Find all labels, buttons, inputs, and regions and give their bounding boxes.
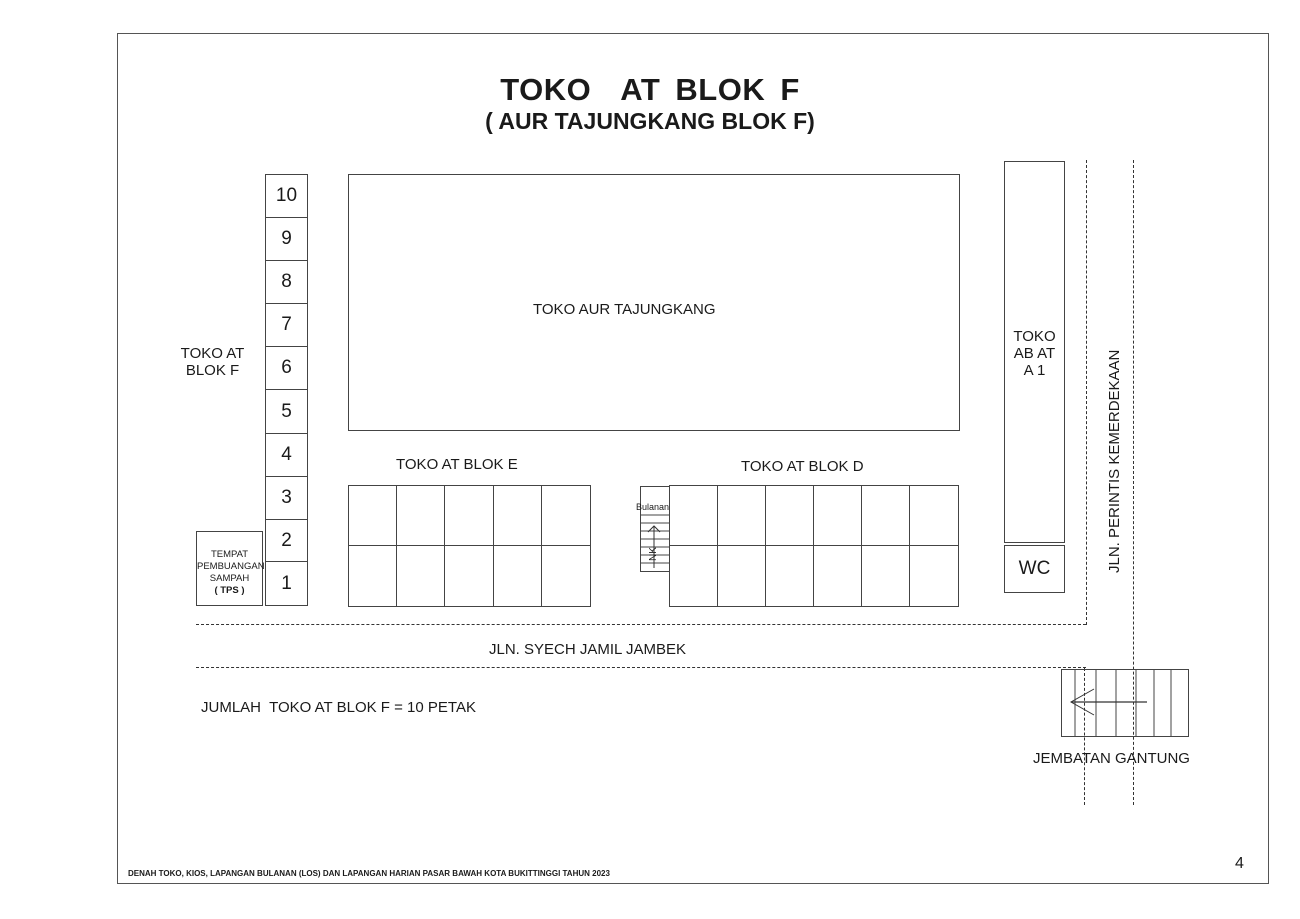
summary-text: JUMLAH TOKO AT BLOK F = 10 PETAK xyxy=(201,699,476,716)
shop-cell-1: 1 xyxy=(265,562,308,606)
shop-cell-8: 8 xyxy=(265,261,308,304)
wc-box xyxy=(1004,545,1065,593)
shop-cell-10: 10 xyxy=(265,174,308,218)
shop-cell-9: 9 xyxy=(265,218,308,261)
bridge-label: JEMBATAN GANTUNG xyxy=(1033,750,1190,767)
bridge-icon xyxy=(1061,669,1189,738)
map-title: TOKO AT BLOK F xyxy=(500,72,800,107)
aur-tajungkang-label: TOKO AUR TAJUNGKANG xyxy=(533,301,716,318)
toko-ab-line1: TOKO xyxy=(1013,328,1056,345)
bulanan-label: Bulanan xyxy=(636,502,670,512)
shop-cell-6: 6 xyxy=(265,347,308,390)
blok-e-label: TOKO AT BLOK E xyxy=(396,456,518,473)
shop-cell-5: 5 xyxy=(265,390,308,434)
toko-ab-line3: A 1 xyxy=(1023,362,1046,379)
page-number: 4 xyxy=(1235,855,1244,872)
tps-box xyxy=(196,531,263,606)
wc-label: WC xyxy=(1018,558,1051,579)
toko-ab-label xyxy=(1004,328,1065,379)
blok-e-grid xyxy=(348,485,591,607)
street-syech-south-edge xyxy=(196,667,1086,668)
tps-line1: TEMPAT xyxy=(210,549,249,560)
tps-line2: PEMBUANGAN xyxy=(197,561,265,572)
street-syech-north-edge xyxy=(196,624,1086,625)
blok-d-label: TOKO AT BLOK D xyxy=(741,458,864,475)
shop-cell-3: 3 xyxy=(265,477,308,520)
tps-line3: SAMPAH xyxy=(209,573,250,584)
toko-ab-line2: AB AT xyxy=(1013,345,1056,362)
shop-cell-4: 4 xyxy=(265,434,308,477)
blok-f-label xyxy=(170,345,255,379)
tps-line4: ( TPS ) xyxy=(214,585,245,596)
bridge-structure xyxy=(1061,669,1189,738)
blok-f-label-line1: TOKO AT xyxy=(180,345,245,362)
footer-caption: DENAH TOKO, KIOS, LAPANGAN BULANAN (LOS) DAN LAPANGAN HARIAN PASAR BAWAH KOTA BUKITTINGGI TAHUN 2023 xyxy=(128,869,610,878)
blok-d-grid xyxy=(669,485,959,607)
map-subtitle: ( AUR TAJUNGKANG BLOK F) xyxy=(485,108,815,134)
blok-f-label-line2: BLOK F xyxy=(185,362,240,379)
street-perintis-west-edge xyxy=(1086,160,1087,625)
street-syech-label: JLN. SYECH JAMIL JAMBEK xyxy=(489,641,686,658)
street-perintis-label: JLN. PERINTIS KEMERDEKAAN xyxy=(1106,349,1123,573)
nk-label: NK xyxy=(648,547,659,561)
shop-cell-2: 2 xyxy=(265,520,308,562)
shop-cell-7: 7 xyxy=(265,304,308,347)
